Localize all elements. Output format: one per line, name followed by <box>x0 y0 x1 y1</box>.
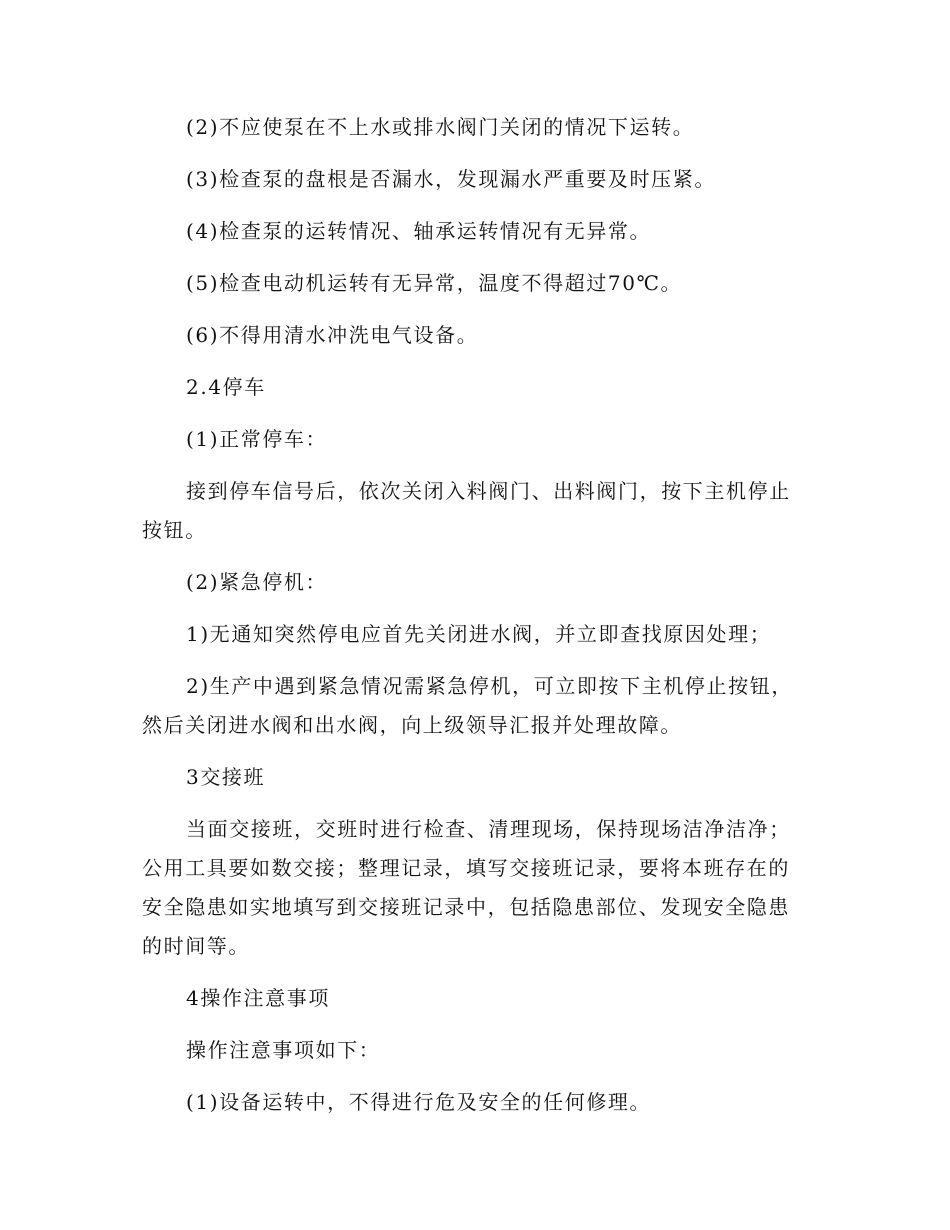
list-item-emergency-procedure: 2)生产中遇到紧急情况需紧急停机，可立即按下主机停止按钮，然后关闭进水阀和出水阀，向上级领导汇报并处理故障。 <box>142 674 793 737</box>
paragraph-operation-notes-intro: 操作注意事项如下： <box>186 1038 381 1062</box>
list-item-no-water-rinse: (6)不得用清水冲洗电气设备。 <box>186 323 479 347</box>
section-heading-stop: 2.4停车 <box>186 375 266 399</box>
document-body <box>142 108 797 1135</box>
paragraph-normal-stop: 接到停车信号后，依次关闭入料阀门、出料阀门，按下主机停止按钮。 <box>142 479 791 542</box>
list-item-no-repair-while-running: (1)设备运转中，不得进行危及安全的任何修理。 <box>186 1090 652 1114</box>
list-item-power-outage: 1)无通知突然停电应首先关闭进水阀，并立即查找原因处理； <box>186 622 772 646</box>
paragraph-shift-handover: 当面交接班，交班时进行检查、清理现场，保持现场洁净洁净；公用工具要如数交接；整理记录，填写交接班记录，要将本班存在的安全隐患如实地填写到交接班记录中，包括隐患部位、发现安全隐患的时间等。 <box>142 817 791 958</box>
section-heading-operation-notes: 4操作注意事项 <box>186 986 330 1010</box>
list-item-motor-temperature: (5)检查电动机运转有无异常，温度不得超过70℃。 <box>186 271 683 295</box>
list-item-packing-leak: (3)检查泵的盘根是否漏水，发现漏水严重要及时压紧。 <box>186 167 716 191</box>
subheading-emergency-stop: (2)紧急停机： <box>186 570 328 594</box>
list-item-pump-bearing: (4)检查泵的运转情况、轴承运转情况有无异常。 <box>186 219 652 243</box>
section-heading-shift-handover: 3交接班 <box>186 765 266 789</box>
list-item-pump-valve: (2)不应使泵在不上水或排水阀门关闭的情况下运转。 <box>186 115 695 139</box>
subheading-normal-stop: (1)正常停车： <box>186 427 328 451</box>
